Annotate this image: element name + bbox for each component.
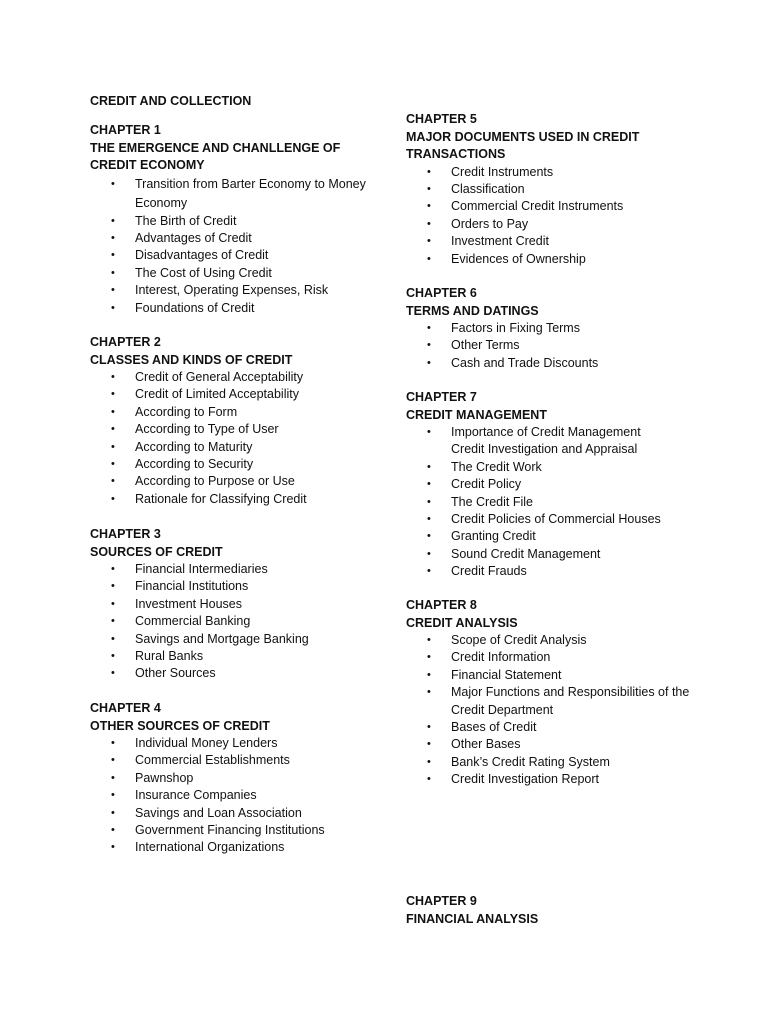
chapter-label: CHAPTER 5 bbox=[406, 112, 477, 126]
chapter-4 bbox=[90, 700, 390, 857]
list-item: • Rationale for Classifying Credit bbox=[90, 491, 390, 508]
bullet-icon: • bbox=[427, 755, 431, 768]
bullet-icon: • bbox=[111, 492, 115, 505]
list-item: • Individual Money Lenders bbox=[90, 735, 390, 752]
bullet-icon: • bbox=[111, 824, 115, 837]
chapter-label: CHAPTER 9 bbox=[406, 894, 477, 908]
list-item: • Foundations of Credit bbox=[90, 300, 390, 317]
chapter-label: CHAPTER 1 bbox=[90, 123, 161, 137]
chapter-title: SOURCES OF CREDIT bbox=[90, 544, 223, 559]
list-item: • Bases of Credit bbox=[406, 719, 706, 736]
bullet-icon: • bbox=[427, 565, 431, 578]
chapter-title: THE EMERGENCE AND CHANLLENGE OF CREDIT ECONOMY bbox=[90, 140, 341, 172]
list-item: • According to Type of User bbox=[90, 421, 390, 438]
chapter-2 bbox=[90, 334, 390, 508]
list-item: • According to Form bbox=[90, 404, 390, 421]
bullet-icon: • bbox=[111, 737, 115, 749]
bullet-icon: • bbox=[427, 668, 431, 681]
bullet-icon: • bbox=[427, 252, 431, 265]
bullet-icon: • bbox=[111, 563, 115, 575]
bullet-icon: • bbox=[427, 495, 431, 508]
chapter-7 bbox=[406, 389, 706, 581]
bullet-icon: • bbox=[111, 650, 115, 663]
chapter-label: CHAPTER 2 bbox=[90, 335, 161, 349]
chapter-6 bbox=[406, 285, 706, 372]
bullet-icon: • bbox=[427, 165, 431, 178]
list-item: • International Organizations bbox=[90, 839, 390, 856]
document-title: CREDIT AND COLLECTION bbox=[90, 94, 252, 108]
bullet-icon: • bbox=[427, 530, 431, 543]
topic-list bbox=[406, 424, 706, 581]
list-item: • Major Functions and Responsibilities of the Credit Department bbox=[427, 685, 690, 717]
topic-list bbox=[90, 561, 390, 683]
list-item: • The Credit Work bbox=[406, 459, 706, 476]
bullet-icon: • bbox=[111, 284, 115, 297]
chapter-title: MAJOR DOCUMENTS USED IN CREDIT TRANSACTIONS bbox=[406, 129, 640, 161]
list-item: • Financial Institutions bbox=[90, 578, 390, 595]
bullet-icon: • bbox=[427, 200, 431, 213]
list-item: • Cash and Trade Discounts bbox=[406, 355, 706, 372]
list-item: • Orders to Pay bbox=[406, 216, 706, 233]
bullet-icon: • bbox=[427, 547, 431, 560]
topic-list bbox=[406, 164, 706, 268]
list-item: • Importance of Credit Management bbox=[406, 424, 706, 441]
bullet-icon: • bbox=[111, 580, 115, 593]
chapter-label: CHAPTER 4 bbox=[90, 701, 161, 715]
bullet-icon: • bbox=[111, 806, 115, 819]
chapter-3 bbox=[90, 526, 390, 683]
chapter-title: CREDIT ANALYSIS bbox=[406, 615, 518, 630]
bullet-icon: • bbox=[427, 182, 431, 195]
bullet-icon: • bbox=[427, 634, 431, 646]
bullet-icon: • bbox=[427, 322, 431, 334]
list-item: • According to Purpose or Use bbox=[90, 473, 390, 490]
list-item: • Credit of Limited Acceptability bbox=[90, 386, 390, 403]
list-item: • Commercial Establishments bbox=[90, 752, 390, 769]
list-item: • Rural Banks bbox=[90, 648, 390, 665]
list-item: • Savings and Loan Association bbox=[90, 805, 390, 822]
list-item: • The Birth of Credit bbox=[90, 213, 390, 230]
list-item: • Pawnshop bbox=[90, 770, 390, 787]
bullet-icon: • bbox=[427, 478, 431, 491]
bullet-icon: • bbox=[111, 214, 115, 227]
chapter-title: OTHER SOURCES OF CREDIT bbox=[90, 718, 270, 733]
bullet-icon: • bbox=[111, 841, 115, 854]
list-item: • Credit Information bbox=[406, 649, 706, 666]
list-item: • Granting Credit bbox=[406, 528, 706, 545]
list-item: • Advantages of Credit bbox=[90, 230, 390, 247]
list-item: • Credit of General Acceptability bbox=[90, 369, 390, 386]
list-item: • Savings and Mortgage Banking bbox=[90, 631, 390, 648]
list-item: • Financial Intermediaries bbox=[90, 561, 390, 578]
bullet-icon: • bbox=[111, 440, 115, 453]
list-item: • The Credit File bbox=[406, 494, 706, 511]
chapter-label: CHAPTER 3 bbox=[90, 527, 161, 541]
list-item: • Classification bbox=[406, 181, 706, 198]
bullet-icon: • bbox=[111, 388, 115, 401]
bullet-icon: • bbox=[427, 773, 431, 786]
chapter-label: CHAPTER 6 bbox=[406, 286, 477, 300]
chapter-9 bbox=[406, 893, 706, 928]
chapter-title: FINANCIAL ANALYSIS bbox=[406, 911, 539, 926]
bullet-icon: • bbox=[427, 356, 431, 369]
chapter-title: CREDIT MANAGEMENT bbox=[406, 407, 547, 422]
list-item: • Scope of Credit Analysis bbox=[406, 632, 706, 649]
list-item: • According to Security bbox=[90, 456, 390, 473]
bullet-icon: • bbox=[427, 460, 431, 473]
topic-list bbox=[90, 175, 390, 317]
list-item: • Sound Credit Management bbox=[406, 546, 706, 563]
bullet-icon: • bbox=[111, 754, 115, 767]
bullet-icon: • bbox=[111, 423, 115, 436]
chapter-title: TERMS AND DATINGS bbox=[406, 303, 539, 318]
list-item: • Bank’s Credit Rating System bbox=[406, 754, 706, 771]
list-item: • Insurance Companies bbox=[90, 787, 390, 804]
bullet-icon: • bbox=[111, 371, 115, 383]
bullet-icon: • bbox=[111, 231, 115, 244]
bullet-icon: • bbox=[427, 513, 431, 526]
chapter-8 bbox=[406, 597, 706, 789]
topic-list bbox=[406, 632, 706, 789]
list-item: • The Cost of Using Credit bbox=[90, 265, 390, 282]
bullet-icon: • bbox=[111, 615, 115, 628]
list-item: • Commercial Credit Instruments bbox=[406, 198, 706, 215]
list-item: • Credit Policy bbox=[406, 476, 706, 493]
bullet-icon: • bbox=[111, 771, 115, 784]
topic-list bbox=[90, 735, 390, 857]
bullet-icon: • bbox=[111, 177, 115, 190]
list-item: • Credit Policies of Commercial Houses bbox=[406, 511, 706, 528]
list-item: • Other Sources bbox=[90, 665, 390, 682]
list-item: • Commercial Banking bbox=[90, 613, 390, 630]
bullet-icon: • bbox=[111, 458, 115, 471]
chapter-label: CHAPTER 7 bbox=[406, 390, 477, 404]
bullet-icon: • bbox=[427, 721, 431, 734]
list-item: • Financial Statement bbox=[406, 667, 706, 684]
bullet-icon: • bbox=[111, 789, 115, 802]
bullet-icon: • bbox=[427, 738, 431, 751]
list-item: • Other Bases bbox=[406, 736, 706, 753]
chapter-title: CLASSES AND KINDS OF CREDIT bbox=[90, 352, 293, 367]
list-item: • Factors in Fixing Terms bbox=[406, 320, 706, 337]
bullet-icon: • bbox=[427, 217, 431, 230]
bullet-icon: • bbox=[427, 651, 431, 664]
bullet-icon: • bbox=[111, 405, 115, 418]
bullet-icon: • bbox=[427, 686, 431, 699]
list-item: • Credit Investigation Report bbox=[406, 771, 706, 788]
bullet-icon: • bbox=[111, 475, 115, 488]
bullet-icon: • bbox=[111, 249, 115, 262]
bullet-icon: • bbox=[111, 301, 115, 314]
list-item: • Interest, Operating Expenses, Risk bbox=[90, 282, 390, 299]
bullet-icon: • bbox=[427, 339, 431, 352]
bullet-icon: • bbox=[111, 597, 115, 610]
list-item: • Transition from Barter Economy to Money Economy bbox=[111, 176, 366, 210]
list-item: • According to Maturity bbox=[90, 439, 390, 456]
bullet-icon: • bbox=[111, 266, 115, 279]
list-item: • Investment Houses bbox=[90, 596, 390, 613]
list-item: • Investment Credit bbox=[406, 233, 706, 250]
bullet-icon: • bbox=[111, 667, 115, 680]
bullet-icon: • bbox=[427, 426, 431, 438]
chapter-label: CHAPTER 8 bbox=[406, 598, 477, 612]
list-item: • Government Financing Institutions bbox=[90, 822, 390, 839]
list-item: • Credit Instruments bbox=[406, 164, 706, 181]
bullet-icon: • bbox=[111, 632, 115, 645]
topic-list bbox=[406, 320, 706, 372]
chapter-5 bbox=[406, 111, 706, 268]
chapter-1 bbox=[90, 122, 390, 317]
topic-list bbox=[90, 369, 390, 508]
list-item: Credit Investigation and Appraisal bbox=[451, 442, 638, 457]
list-item: • Disadvantages of Credit bbox=[90, 247, 390, 264]
list-item: • Other Terms bbox=[406, 337, 706, 354]
list-item: • Evidences of Ownership bbox=[406, 251, 706, 268]
bullet-icon: • bbox=[427, 235, 431, 248]
list-item: • Credit Frauds bbox=[406, 563, 706, 580]
